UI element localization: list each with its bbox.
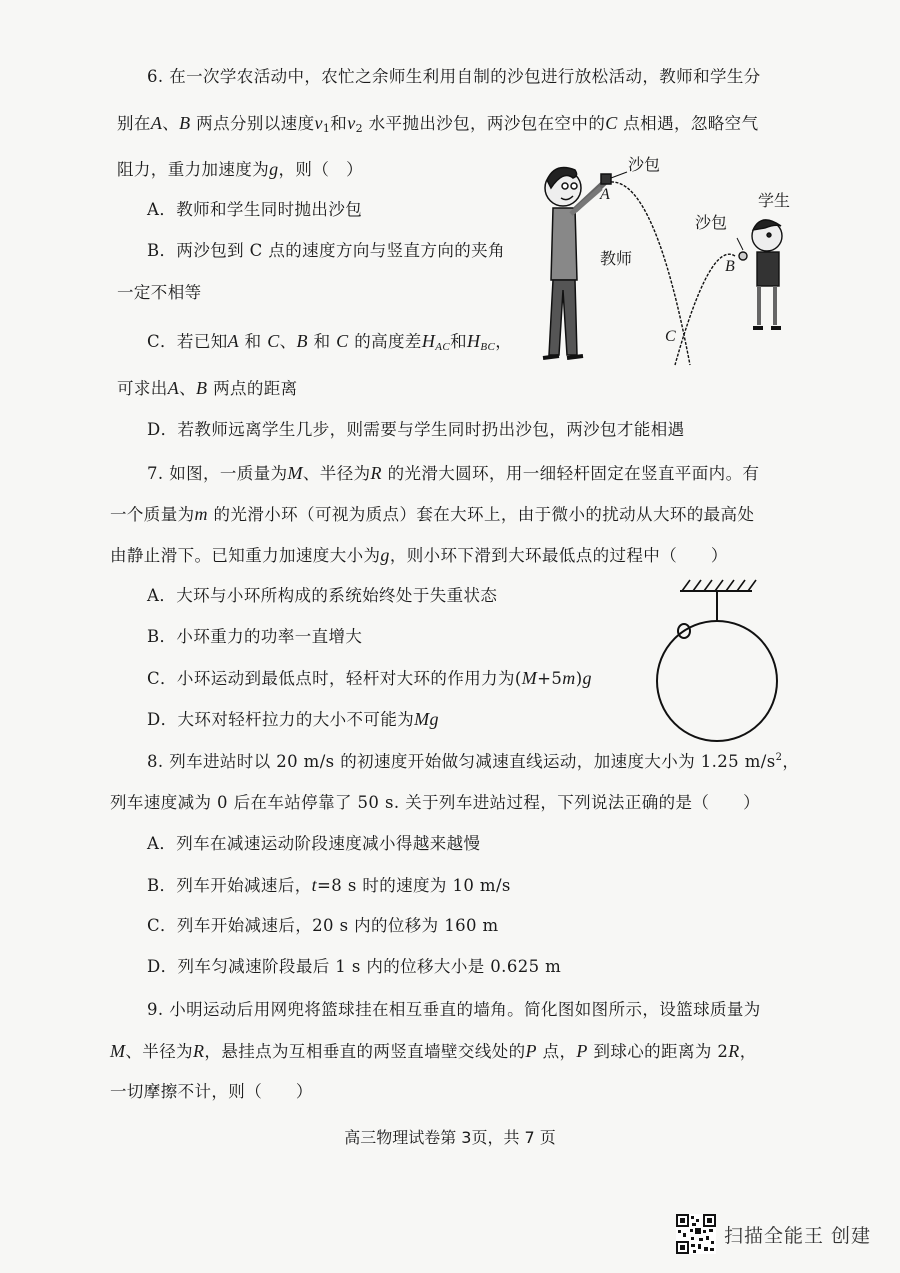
q8-option-c: C．列车开始减速后，20 s 内的位移为 160 m [147,916,499,935]
var-A: A [150,113,163,133]
qr-code-icon [676,1214,716,1254]
var-g: g [269,159,279,179]
var-C: C [336,331,349,351]
text: D．大环对轻杆拉力的大小不可能为 [147,710,415,729]
text: C．若已知 [147,332,228,351]
q6-figure [525,140,815,370]
label-student: 学生 [758,191,791,210]
var-t: t [311,875,318,895]
var-Mg: Mg [414,709,439,729]
var-H: H [466,331,481,351]
var-R: R [193,1041,205,1061]
text: 别在 [117,114,151,133]
scanner-watermark-text: 扫描全能王 创建 [724,1224,872,1247]
var-B: B [296,331,308,351]
q7-option-d [147,708,439,731]
var-m: m [562,668,576,688]
pointer-line [737,238,743,250]
var-H: H [421,331,436,351]
q8-stem-line1 [147,751,799,773]
q6-option-b-line1: B．两沙包到 C 点的速度方向与竖直方向的夹角 [147,241,505,260]
var-C: C [267,331,280,351]
large-ring [657,621,777,741]
label-sandbag-teacher: 沙包 [628,155,661,174]
text: 的光滑大圆环，用一细轻杆固定在竖直平面内。有 [381,464,760,483]
text: 水平抛出沙包，两沙包在空中的 [362,114,606,133]
q7-option-b: B．小环重力的功率一直增大 [147,627,363,646]
q9-stem-line1: 9. 小明运动后用网兜将篮球挂在相互垂直的墙角。简化图如图所示，设篮球质量为 [147,1000,761,1019]
var-m: m [194,504,208,524]
var-A: A [227,331,240,351]
q7-ring-figure [650,575,790,745]
text: 和 [330,114,348,133]
text: 、 [179,379,197,398]
text: 的光滑小环（可视为质点）套在大环上，由于微小的扰动从大环的最高处 [207,505,755,524]
text: 可求出 [117,379,168,398]
text: 两点分别以速度 [190,114,315,133]
ring-diagram [650,575,790,745]
var-B: B [196,378,208,398]
pointer-line [611,172,627,178]
superscript: 2 [775,752,783,763]
q6-option-a: A．教师和学生同时抛出沙包 [147,200,363,219]
var-v1: v [314,113,323,133]
q7-stem-line2 [110,503,754,526]
sub-BC: BC [480,341,496,353]
q7-option-c [147,667,592,690]
text: 一个质量为 [110,505,195,524]
text: 点相遇，忽略空气 [617,114,759,133]
text: 点， [536,1042,577,1061]
label-point-b: B [725,258,735,275]
text: 和 [450,332,467,351]
text: 的高度差 [348,332,422,351]
label-point-c: C [665,328,676,345]
var-P: P [525,1041,537,1061]
var-M: M [110,1041,126,1061]
q8-stem-line2: 列车速度减为 0 后在车站停靠了 50 s. 关于列车进站过程，下列说法正确的是（ ） [110,793,761,812]
text: 、半径为 [125,1042,194,1061]
text: 、半径为 [302,464,371,483]
text: 和 [239,332,268,351]
text: +5 [537,669,563,688]
q8-option-b [147,874,511,897]
text: ，则小环下滑到大环最低点的过程中（ ） [389,546,728,565]
q9-stem-line3: 一切摩擦不计，则（ ） [110,1082,313,1101]
text: 到球心的距离为 2 [587,1042,729,1061]
text: 由静止滑下。已知重力加速度大小为 [110,546,381,565]
q7-stem-line1 [147,462,759,485]
q6-stem-line2 [117,112,759,140]
text: 7. 如图，一质量为 [147,464,288,483]
text: ，则（ ） [278,160,364,179]
var-R: R [370,463,382,483]
q6-stem-line3 [117,158,363,181]
text: 、 [162,114,180,133]
text: 8. 列车进站时以 20 m/s 的初速度开始做匀减速直线运动，加速度大小为 1.25 m/s [147,752,776,771]
text: 两点的距离 [207,379,298,398]
q7-stem-line3 [110,544,728,567]
var-M: M [521,668,538,688]
text: ) [575,669,583,688]
q6-stem-line1: 6. 在一次学农活动中，农忙之余师生利用自制的沙包进行放松活动，教师和学生分 [147,67,761,86]
q6-option-c-line1 [147,330,512,358]
q6-option-b-line2: 一定不相等 [117,283,202,302]
text: B．列车开始减速后， [147,876,312,895]
q9-stem-line2 [110,1040,757,1063]
sub-1: 1 [322,122,331,135]
var-v2: v [347,113,356,133]
text: ，悬挂点为互相垂直的两竖直墙壁交线处的 [204,1042,526,1061]
var-B: B [179,113,191,133]
var-A: A [167,378,180,398]
var-g: g [380,545,390,565]
text: 、 [279,332,297,351]
teacher-trajectory [611,182,690,365]
q6-option-d: D．若教师远离学生几步，则需要与学生同时扔出沙包，两沙包才能相遇 [147,420,685,439]
var-C: C [605,113,618,133]
var-g: g [582,668,592,688]
var-M: M [287,463,303,483]
text: =8 s 时的速度为 10 m/s [317,876,511,895]
text: C．小环运动到最低点时，轻杆对大环的作用力为( [147,669,522,688]
page-footer: 高三物理试卷第 3页，共 7 页 [344,1128,556,1147]
text: ， [739,1042,757,1061]
sub-2: 2 [355,122,363,135]
q8-option-d: D．列车匀减速阶段最后 1 s 内的位移大小是 0.625 m [147,957,562,976]
var-R: R [728,1041,740,1061]
ceiling-hatch [682,580,756,591]
label-teacher: 教师 [600,249,633,268]
text: ， [782,752,800,771]
text: ， [495,332,513,351]
text: 阻力，重力加速度为 [117,160,270,179]
scanner-watermark [676,1214,871,1254]
var-P: P [576,1041,588,1061]
q6-option-c-line2 [117,377,298,400]
student-figure [739,220,782,328]
q7-option-a: A．大环与小环所构成的系统始终处于失重状态 [147,586,498,605]
q8-option-a: A．列车在减速运动阶段速度减小得越来越慢 [147,834,481,853]
sub-AC: AC [435,341,451,353]
label-point-a: A [600,186,610,203]
text: 和 [307,332,337,351]
label-sandbag-student: 沙包 [695,213,728,232]
